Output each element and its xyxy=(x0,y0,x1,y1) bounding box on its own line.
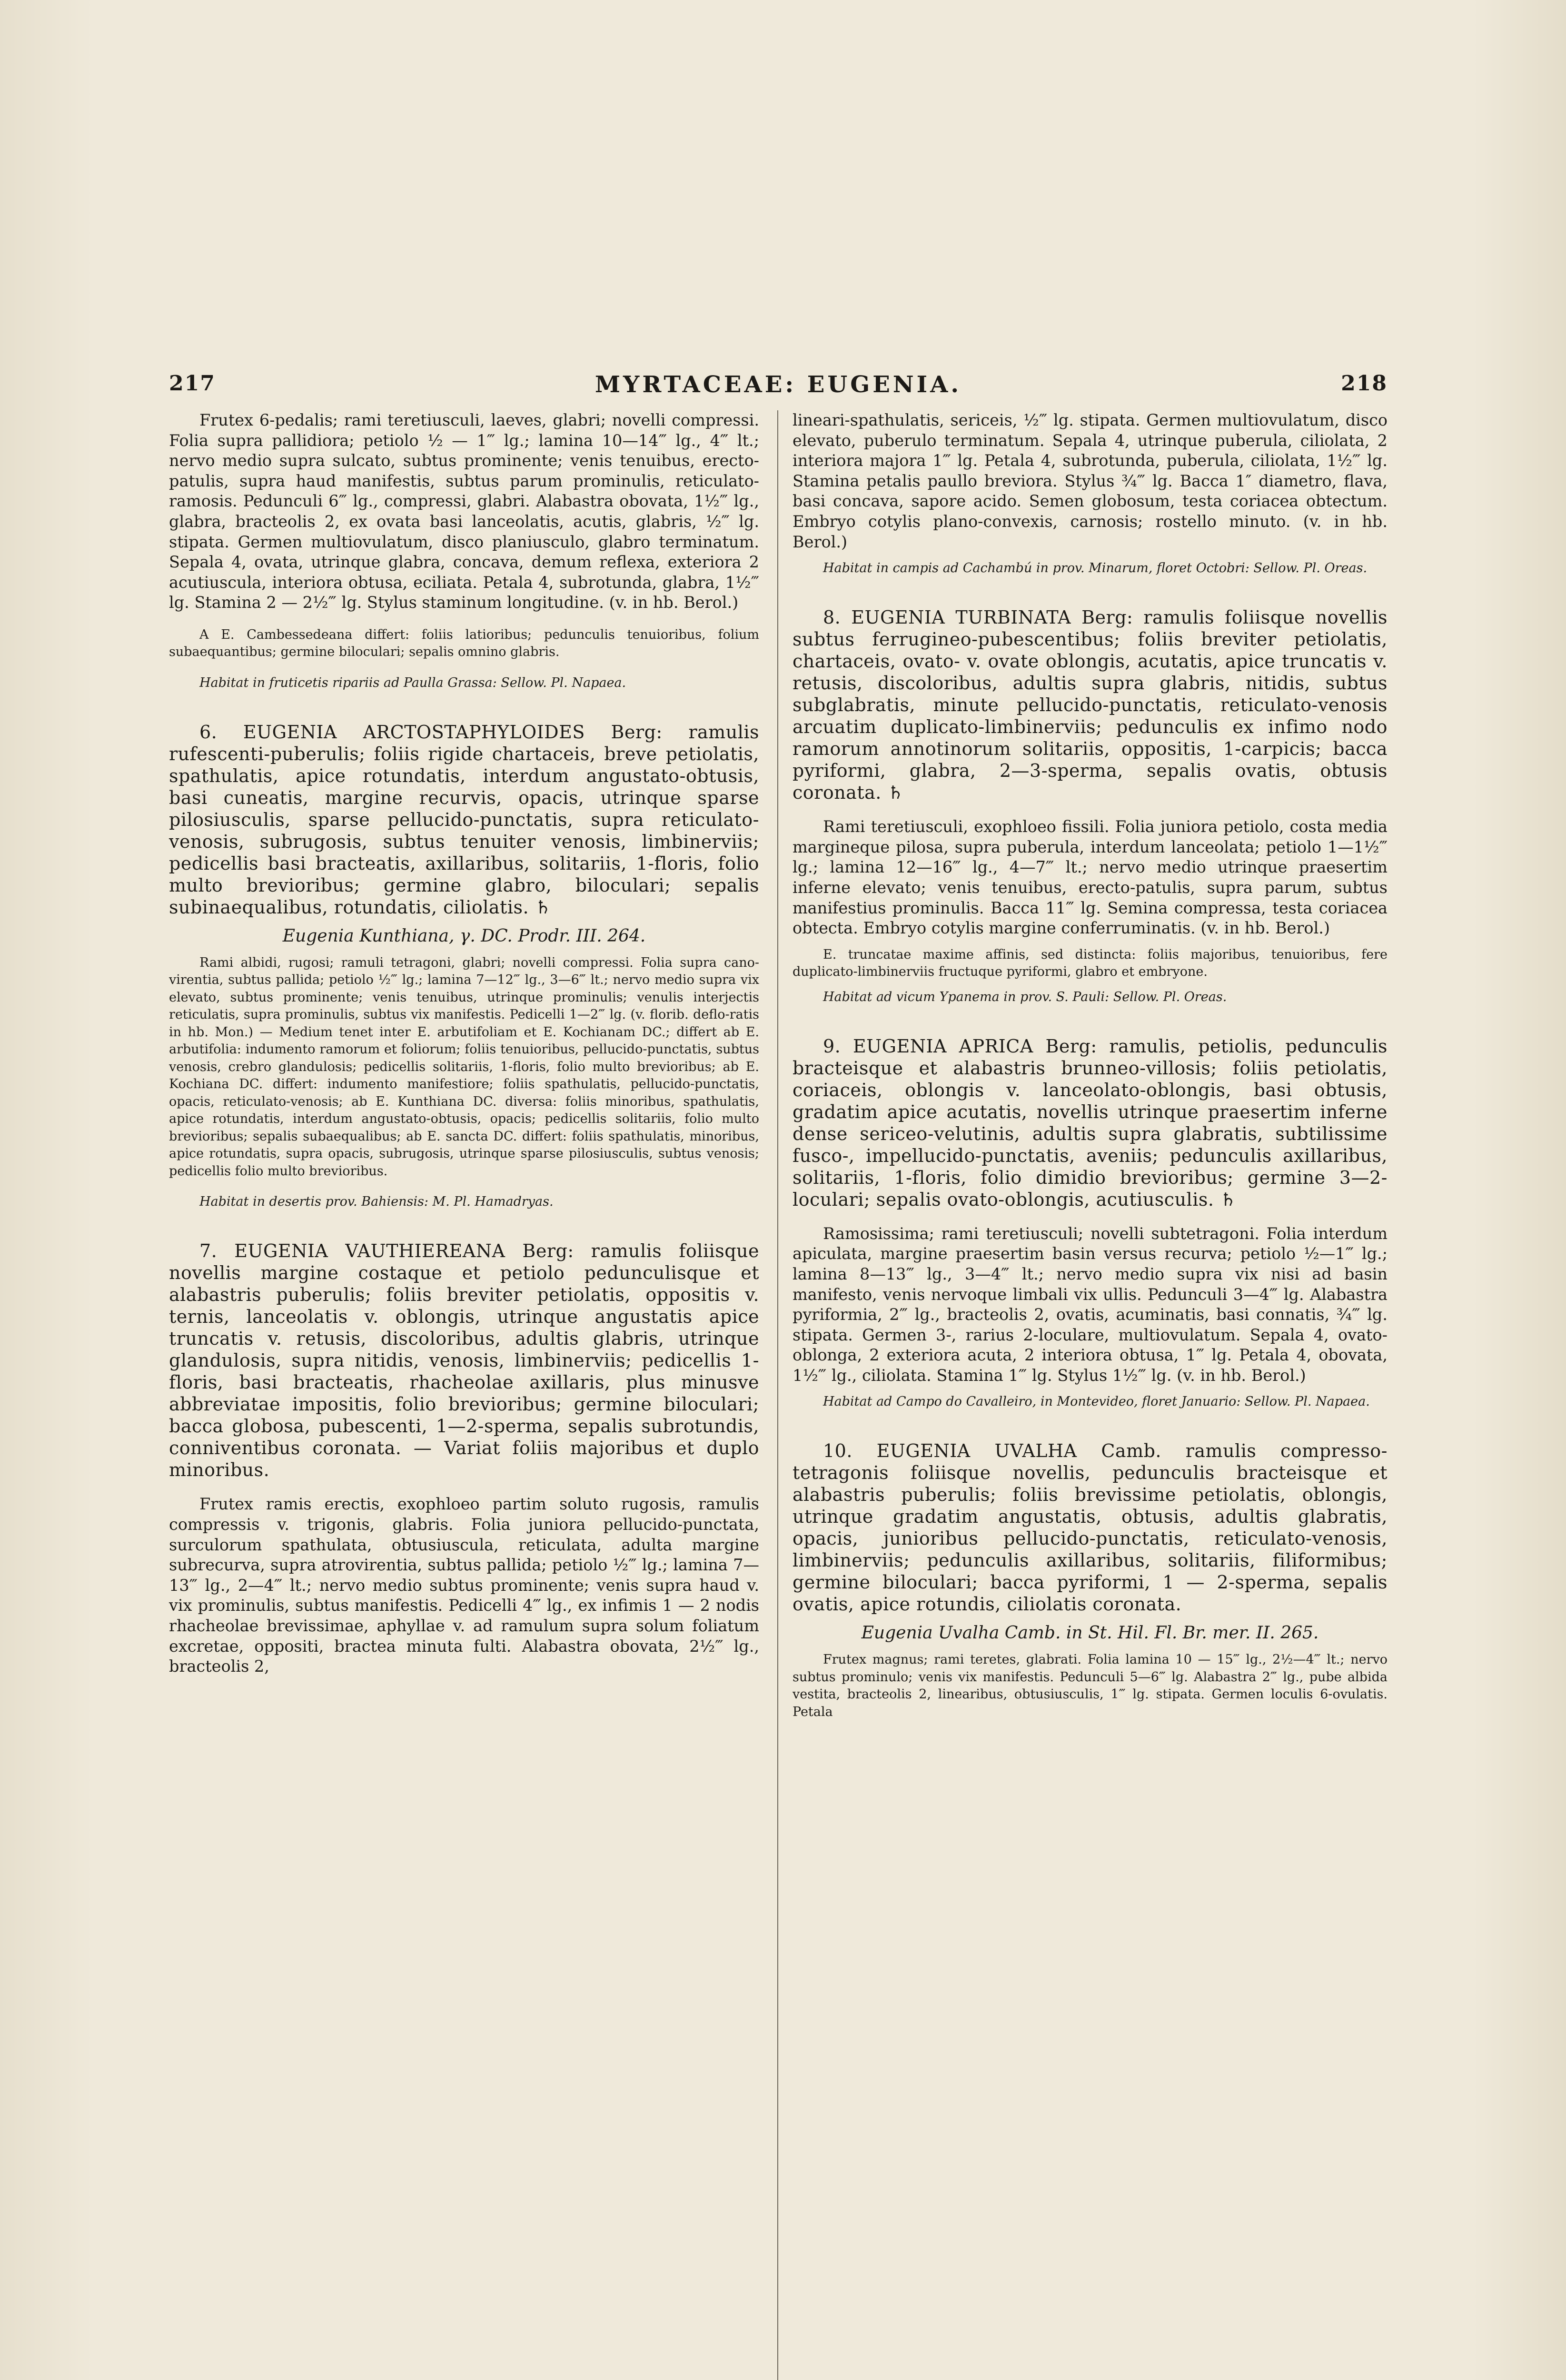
species-9-description: Ramosissima; rami teretiusculi; novelli subtetragoni. Folia interdum apiculata, margine praesertim basin versus recurva; petiolo ½—1‴ lg.; lamina 8—13‴ lg., 3—4‴ lt.; nervo medio supra vix nisi ad basin manifesto, venis nervoque limbali vix ullis. Pedunculi 3—4‴ lg. Alabastra pyriformia, 2‴ lg., bracteolis 2, ovatis, acuminatis, basi connatis, ¾‴ lg. stipata. Germen 3-, rarius 2-loculare, multiovulatum. Sepala 4, ovato-oblonga, 2 exteriora acuta, 2 interiora obtusa, 1‴ lg. Petala 4, obovata, 1½‴ lg., ciliolata. Stamina 1‴ lg. Stylus 1½‴ lg. (v. in hb. Berol.) xyxy=(793,1224,1388,1385)
species-6-description: Rami albidi, rugosi; ramuli tetragoni, glabri; novelli compressi. Folia supra cano-virentia, subtus pallida; petiolo ½‴ lg.; lamina 7—12‴ lg., 3—6‴ lt.; nervo medio supra vix elevato, subtus prominente; venis tenuibus, utrinque prominulis; venulis interjectis reticulatis, supra prominulis, subtus vix manifestis. Pedicelli 1—2‴ lg. (v. florib. deflo-ratis in hb. Mon.) — Medium tenet inter E. arbutifoliam et E. Kochianam DC.; differt ab E. arbutifolia: indumento ramorum et foliorum; foliis tenuioribus, pellucido-punctatis, subtus venosis, crebro glandulosis; pedicellis solitariis, 1-floris, folio multo brevioribus; ab E. Kochiana DC. differt: indumento manifestiore; foliis spathulatis, pellucido-punctatis, opacis, reticulato-venosis; ab E. Kunthiana DC. diversa: foliis minoribus, spathulatis, apice rotundatis, interdum angustato-obtusis, opacis; pedicellis solitariis, folio multo brevioribus; sepalis subaequalibus; ab E. sancta DC. differt: foliis spathulatis, minoribus, apice rotundatis, supra opacis, subrugosis, utrinque sparse pilosiusculis, subtus venosis; pedicellis folio multo brevioribus. xyxy=(169,955,759,1179)
species-8-note: E. truncatae maxime affinis, sed distincta: foliis majoribus, tenuioribus, fere duplicato-limbinerviis fructuque pyriformi, glabro et embryone. xyxy=(793,947,1388,980)
running-title: MYRTACEAE: EUGENIA. xyxy=(595,371,962,398)
species-5-description: Frutex 6-pedalis; rami teretiusculi, laeves, glabri; novelli compressi. Folia supra pallidiora; petiolo ½ — 1‴ lg.; lamina 10—14‴ lg., 4‴ lt.; nervo medio supra sulcato, subtus prominente; venis tenuibus, erecto-patulis, supra haud manifestis, subtus parum prominulis, reticulato-ramosis. Pedunculi 6‴ lg., compressi, glabri. Alabastra obovata, 1½‴ lg., glabra, bracteolis 2, ex ovata basi lanceolatis, acutis, glabris, ½‴ lg. stipata. Germen multiovulatum, disco planiusculo, glabro terminatum. Sepala 4, ovata, utrinque glabra, concava, demum reflexa, exteriora 2 acutiuscula, interiora obtusa, eciliata. Petala 4, subrotunda, glabra, 1½‴ lg. Stamina 2 — 2½‴ lg. Stylus staminum longitudine. (v. in hb. Berol.) xyxy=(169,411,759,612)
species-10-diagnosis: 10. EUGENIA UVALHA Camb. ramulis compresso-tetragonis foliisque novellis, pedunculis bracteisque et alabastris puberulis; foliis brevissime petiolatis, oblongis, utrinque gradatim angustatis, obtusis, adultis glabratis, opacis, junioribus pellucido-punctatis, reticulato-venosis, limbinerviis; pedunculis axillaribus, solitariis, filiformibus; germine biloculari; bacca pyriformi, 1 — 2-sperma, sepalis ovatis, apice rotundis, ciliolatis coronata. xyxy=(793,1440,1388,1615)
species-8-habitat: Habitat ad vicum Ypanema in prov. S. Pauli: Sellow. Pl. Oreas. xyxy=(823,989,1227,1004)
species-6-synonym: Eugenia Kunthiana, γ. DC. Prodr. III. 264. xyxy=(282,926,646,946)
species-7-description-cont: lineari-spathulatis, sericeis, ½‴ lg. stipata. Germen multiovulatum, disco elevato, puberulo terminatum. Sepala 4, utrinque puberula, ciliolata, 2 interiora majora 1‴ lg. Petala 4, subrotunda, puberula, ciliolata, 1½‴ lg. Stamina petalis paullo breviora. Stylus ¾‴ lg. Bacca 1″ diametro, flava, basi concava, sapore acido. Semen globosum, testa coriacea obtectum. Embryo cotylis plano-convexis, carnosis; rostello minuto. (v. in hb. Berol.) xyxy=(793,411,1388,551)
species-10-description: Frutex magnus; rami teretes, glabrati. Folia lamina 10 — 15‴ lg., 2½—4‴ lt.; nervo subtus prominulo; venis vix manifestis. Pedunculi 5—6‴ lg. Alabastra 2‴ lg., pube albida vestita, bracteolis 2, linearibus, obtusiusculis, 1‴ lg. stipata. Germen loculis 6-ovulatis. Petala xyxy=(793,1652,1388,1719)
species-9-diagnosis: 9. EUGENIA APRICA Berg: ramulis, petiolis, pedunculis bracteisque et alabastris brunneo-villosis; foliis petiolatis, coriaceis, oblongis v. lanceolato-oblongis, basi obtusis, gradatim apice acutatis, novellis utrinque praesertim inferne dense sericeo-velutinis, adultis supra glabratis, subtilissime fusco-, impellucido-punctatis, aveniis; pedunculis axillaribus, solitariis, 1-floris, folio dimidio brevioribus; germine 3—2-loculari; sepalis ovato-oblongis, acutiusculis. ♄ xyxy=(793,1035,1388,1210)
species-7-description: Frutex ramis erectis, exophloeo partim soluto rugosis, ramulis compressis v. trigonis, glabris. Folia juniora pellucido-punctata, surculorum spathulata, obtusiuscula, reticulata, adulta margine subrecurva, supra atrovirentia, subtus pallida; petiolo ½‴ lg.; lamina 7—13‴ lg., 2—4‴ lt.; nervo medio subtus prominente; venis supra haud v. vix prominulis, subtus manifestis. Pedicelli 4‴ lg., ex infimis 1 — 2 nodis rhacheolae brevissimae, aphyllae v. ad ramulum supra solum foliatum excretae, oppositi, bractea minuta fulti. Alabastra obovata, 2½‴ lg., bracteolis 2, xyxy=(169,1495,759,1676)
species-6-diagnosis: 6. EUGENIA ARCTOSTAPHYLOIDES Berg: ramulis rufescenti-puberulis; foliis rigide chartaceis, breve petiolatis, spathulatis, apice rotundatis, interdum angustato-obtusis, basi cuneatis, margine recurvis, opacis, utrinque sparse pilosiusculis, sparse pellucido-punctatis, supra reticulato-venosis, subrugosis, subtus tenuiter venosis, limbinerviis; pedicellis basi bracteatis, axillaribus, solitariis, 1-floris, folio multo brevioribus; germine glabro, biloculari; sepalis subinaequalibus, rotundatis, ciliolatis. ♄ xyxy=(169,721,759,918)
left-column xyxy=(169,410,759,1677)
page-header xyxy=(169,371,1388,409)
column-divider xyxy=(777,410,778,2380)
species-6-habitat: Habitat in desertis prov. Bahiensis: M. Pl. Hamadryas. xyxy=(199,1194,554,1210)
species-5-comparison: A E. Cambessedeana differt: foliis latioribus; pedunculis tenuioribus, folium subaequantibus; germine biloculari; sepalis omnino glabris. xyxy=(169,627,759,660)
species-7-diagnosis: 7. EUGENIA VAUTHIEREANA Berg: ramulis foliisque novellis margine costaque et petiolo pedunculisque et alabastris puberulis; foliis breviter petiolatis, oppositis v. ternis, lanceolatis v. oblongis, utrinque angustatis apice truncatis v. retusis, discoloribus, adultis glabris, utrinque glandulosis, supra nitidis, venosis, limbinerviis; pedicellis 1-floris, basi bracteatis, rhacheolae axillaris, plus minusve abbreviatae impositis, folio brevioribus; germine biloculari; bacca globosa, pubescenti, 1—2-sperma, sepalis subrotundis, conniventibus coronata. — Variat foliis majoribus et duplo minoribus. xyxy=(169,1240,759,1481)
species-5-habitat: Habitat in fruticetis ripariis ad Paulla Grassa: Sellow. Pl. Napaea. xyxy=(199,675,626,690)
species-7-habitat: Habitat in campis ad Cachambú in prov. Minarum, floret Octobri: Sellow. Pl. Oreas. xyxy=(823,561,1368,576)
species-10-synonym: Eugenia Uvalha Camb. in St. Hil. Fl. Br. mer. II. 265. xyxy=(861,1623,1319,1643)
page-number-right: 218 xyxy=(1341,371,1388,396)
right-column xyxy=(793,410,1388,1721)
species-8-diagnosis: 8. EUGENIA TURBINATA Berg: ramulis foliisque novellis subtus ferrugineo-pubescentibus; foliis breviter petiolatis, chartaceis, ovato- v. ovate oblongis, acutatis, apice truncatis v. retusis, discoloribus, adultis supra glabris, nitidis, subtus subglabratis, minute pellucido-punctatis, reticulato-venosis arcuatim duplicato-limbinerviis; pedunculis ex infimo nodo ramorum annotinorum solitariis, oppositis, 1-carpicis; bacca pyriformi, glabra, 2—3-sperma, sepalis ovatis, obtusis coronata. ♄ xyxy=(793,607,1388,803)
species-8-description: Rami teretiusculi, exophloeo fissili. Folia juniora petiolo, costa media margineque pilosa, supra puberula, interdum lanceolata; petiolo 1—1½‴ lg.; lamina 12—16‴ lg., 4—7‴ lt.; nervo medio utrinque praesertim inferne elevato; venis tenuibus, erecto-patulis, supra parum, subtus manifestius prominulis. Bacca 11‴ lg. Semina compressa, testa coriacea obtecta. Embryo cotylis margine conferruminatis. (v. in hb. Berol.) xyxy=(793,817,1388,938)
species-9-habitat: Habitat ad Campo do Cavalleiro, in Montevideo, floret Januario: Sellow. Pl. Napaea. xyxy=(823,1394,1370,1409)
page-number-left: 217 xyxy=(169,371,216,396)
